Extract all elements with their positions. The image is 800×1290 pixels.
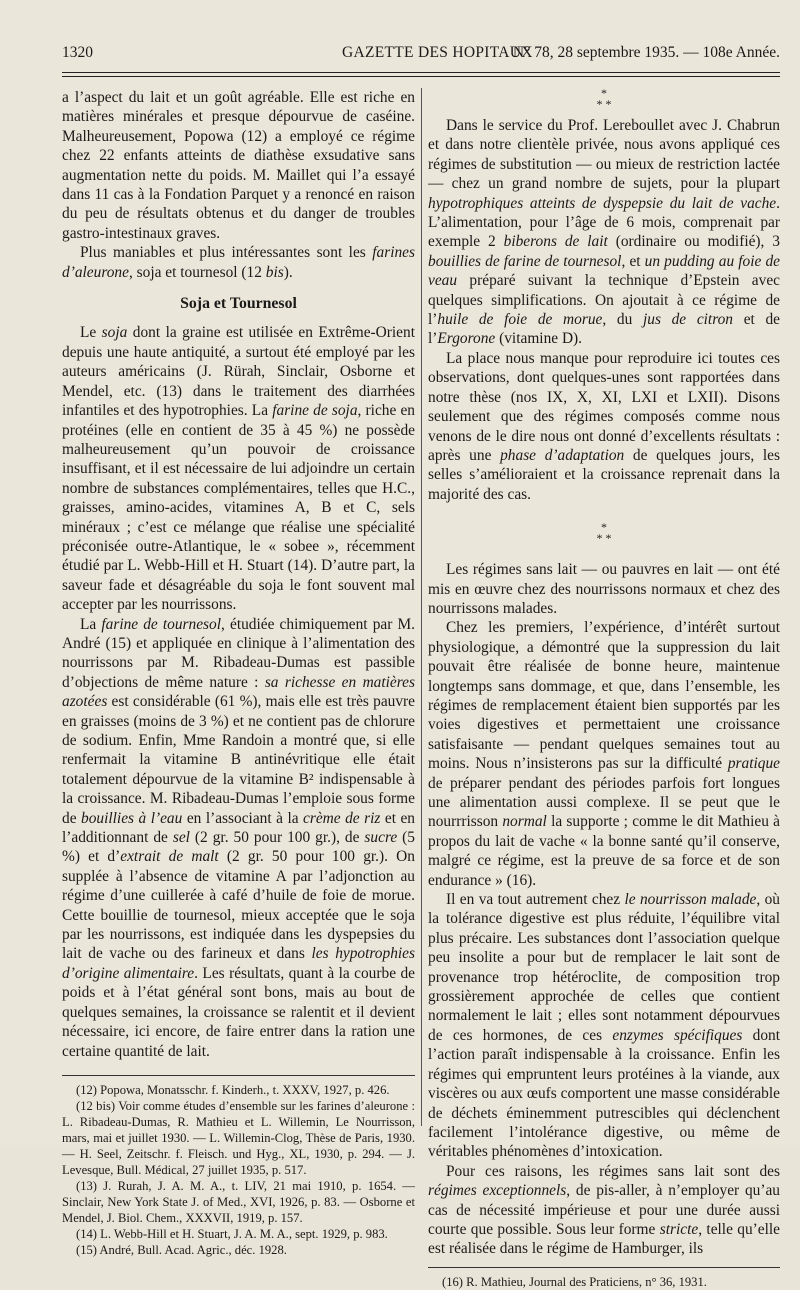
- section-heading: Soja et Tournesol: [180, 295, 297, 313]
- header-rule-thin: [62, 76, 780, 77]
- footnote: (12 bis) Voir comme études d’ensemble sur les farines d’aleurone : L. Ribadeau-Dumas, R. Mathieu et L. Willemin, Le Nourrisson, mars, mai et juillet 1930. — L. Willemin-Clog, Thèse de Paris, 1930. — H. Seel, Zeitschr. f. Fleisch. und Hyg., XL, 1930, p. 294. — J. Levesque, Bull. Médical, 27 juillet 1935, p. 517.: [62, 1098, 415, 1177]
- footnote: (16) R. Mathieu, Journal des Praticiens, n° 36, 1931.: [442, 1274, 707, 1289]
- footnote: (12) Popowa, Monatsschr. f. Kinderh., t. XXXV, 1927, p. 426.: [76, 1082, 390, 1097]
- paragraph: Il en va tout autrement chez le nourrisson malade, où la tolérance digestive est plus réduite, l’équilibre vital plus précaire. Les substances dont l’association quelque peu insolite a pour but de remplacer le lait sont de provenance trop hétéroclite, de composition trop grossièrement approchée de celles que contient normalement le lait ; elles sont notamment dépourvues de ces hormones, de ces enzymes spécifiques dont l’action paraît indispensable à la croissance. Enfin les régimes qui empruntent leurs protéines à la viande, aux viscères ou aux œufs comportent une masse considérable de déchets éminemment putrescibles qui déclenchent facilement l’intolérance digestive, ou même de véritables phénomènes d’intoxication.: [428, 891, 780, 1161]
- left-column: [62, 88, 415, 1258]
- paragraph: Les régimes sans lait — ou pauvres en lait — ont été mis en œuvre chez des nourrissons normaux et chez des nourrissons malades.: [428, 561, 780, 617]
- footnote-rule: [62, 1075, 415, 1076]
- paragraph: Chez les premiers, l’expérience, d’intérêt surtout physiologique, a démontré que la suppression du lait pouvait être réalisée de bonne heure, maintenue longtemps sans dommage, et que, dans l’ensemble, les régimes de remplacement étaient bien supportés par les voies digestives et permettaient une croissance satisfaisante — pendant quelques semaines tout au moins. Nous n’insisterons pas sur la difficulté pratique de préparer pendant des périodes parfois fort longues une alimentation aussi complexe. Il se peut que le nourrrisson normal la supporte ; comme le dit Mathieu à propos du lait de vache « la bonne santé qu’il conserve, malgré ce régime, est la preuve de sa force et de son endurance » (16).: [428, 619, 780, 889]
- right-column: [428, 88, 780, 1290]
- column-divider: [421, 88, 422, 1126]
- footnote: (14) L. Webb-Hill et H. Stuart, J. A. M. A., sept. 1929, p. 983.: [76, 1226, 388, 1241]
- paragraph: a l’aspect du lait et un goût agréable. Elle est riche en matières minérales et presque dépourvue de caséine. Malheureusement, Popowa (12) a employé ce régime chez 22 enfants atteints de diathèse exsudative sans augmentation nette du poids. M. Maillet qui l’a essayé dans 11 cas à la Fondation Parquet y a renoncé en raison du peu de résultats obtenus et du danger de troubles gastro-intestinaux graves.: [62, 89, 415, 242]
- paragraph: Pour ces raisons, les régimes sans lait sont des régimes exceptionnels, de pis-aller, à n’employer qu’au cas de nécessité impérieuse et pour une durée aussi courte que possible. Sous leur forme stricte, telle qu’elle est réalisée dans le régime de Hamburger, ils: [428, 1162, 780, 1258]
- journal-title: GAZETTE DES HOPITAUX: [342, 44, 533, 61]
- issue-info: N° 78, 28 septembre 1935. — 108e Année.: [512, 44, 780, 61]
- page-number: 1320: [62, 44, 93, 61]
- footnote: (13) J. Rurah, J. A. M. A., t. LIV, 21 mai 1910, p. 1654. — Sinclair, New York State J. of Med., XVI, 1926, p. 83. — Osborne et Mendel, J. Biol. Chem., XXXVII, 1919, p. 157.: [62, 1178, 415, 1225]
- paragraph: Dans le service du Prof. Lereboullet avec J. Chabrun et dans notre clientèle privée, nous avons appliqué ces régimes de substitution — ou mieux de restriction lactée — chez un grand nombre de sujets, pour la plupart hypotrophiques atteints de dyspepsie du lait de vache. L’alimentation, pour l’âge de 6 mois, comprenait par exemple 2 biberons de lait (ordinaire ou modifié), 3 bouillies de farine de tournesol, et un pudding au foie de veau préparé suivant la technique d’Epstein avec quelques simplifications. On ajoutait à ce régime de l’huile de foie de morue, du jus de citron et de l’Ergorone (vitamine D).: [428, 117, 781, 348]
- footnote: (15) André, Bull. Acad. Agric., déc. 1928.: [76, 1242, 287, 1257]
- paragraph: La farine de tournesol, étudiée chimiquement par M. André (15) et appliquée en clinique à l’alimentation des nourrissons par M. Ribadeau-Dumas est passible d’objections de même nature : sa richesse en matières azotées est considérable (61 %), mais elle est très pauvre en graisses (moins de 3 %) et ne contient pas de chlorure de sodium. Enfin, Mme Randoin a montré que, si elle renfermait la vitamine B antinévritique elle était totalement dépourvue de la vitamine B² indispensable à la croissance. M. Ribadeau-Dumas l’emploie sous forme de bouillies à l’eau en l’associant à la crème de riz et en l’additionnant de sel (2 gr. 50 pour 100 gr.), de sucre (5 %) et d’extrait de malt (2 gr. 50 pour 100 gr.). On supplée à l’absence de vitamine A par l’adjonction au régime d’une cuillerée à café d’huile de foie de morue. Cette bouillie de tournesol, mieux acceptée que le soja par les nourrissons, est indiquée dans les dyspepsies du lait de vache ou des farineux et dans les hypotrophies d’origine alimentaire. Les résultats, quant à la courbe de poids et à l’état général sont bons, mais au bout de quelques semaines, la croissance se ralentit et il devient nécessaire, ici encore, de faire entrer dans la ration une certaine quantité de lait.: [62, 615, 416, 1060]
- paragraph: Plus maniables et plus intéressantes sont les farines d’aleurone, soja et tournesol (12 bis).: [62, 244, 415, 281]
- header-rule: [62, 72, 780, 73]
- footnote-rule: [428, 1267, 780, 1268]
- footnotes: [62, 1082, 415, 1258]
- section-break-stars: * * *: [596, 86, 612, 111]
- running-header: [62, 44, 780, 68]
- paragraph: La place nous manque pour reproduire ici toutes ces observations, dont quelques-unes sont rapportées dans notre thèse (nos IX, X, XI, LXI et LXII). Disons seulement que des régimes composés comme nous venons de le dire nous ont donné d’excellents résultats : après une phase d’adaptation de quelques jours, les selles s’amélioraient et la croissance reprenait dans la majorité des cas.: [428, 349, 780, 503]
- section-break-stars: * * *: [596, 520, 612, 546]
- paragraph: Le soja dont la graine est utilisée en Extrême-Orient depuis une haute antiquité, a surtout été employé par les auteurs américains (J. Rürah, Sinclair, Osborne et Mendel, etc. (13) dans le traitement des diarrhées infantiles et des hypotrophies. La farine de soja, riche en protéines (elle en contient de 35 à 45 %) ne possède malheureusement qu’un pouvoir de croissance insuffisant, et il est nécessaire de lui adjoindre un certain nombre de substances complémentaires, telles que H.C., graisses, amino-acides, vitamines A, B et C, sels minéraux ; c’est ce mélange que réalise une spécialité préconisée outre-Atlantique, le « sobee », récemment étudié par L. Webb-Hill et H. Stuart (14). D’autre part, la saveur fade et désagréable du soja le font souvent mal accepter par les nourrissons.: [62, 324, 415, 614]
